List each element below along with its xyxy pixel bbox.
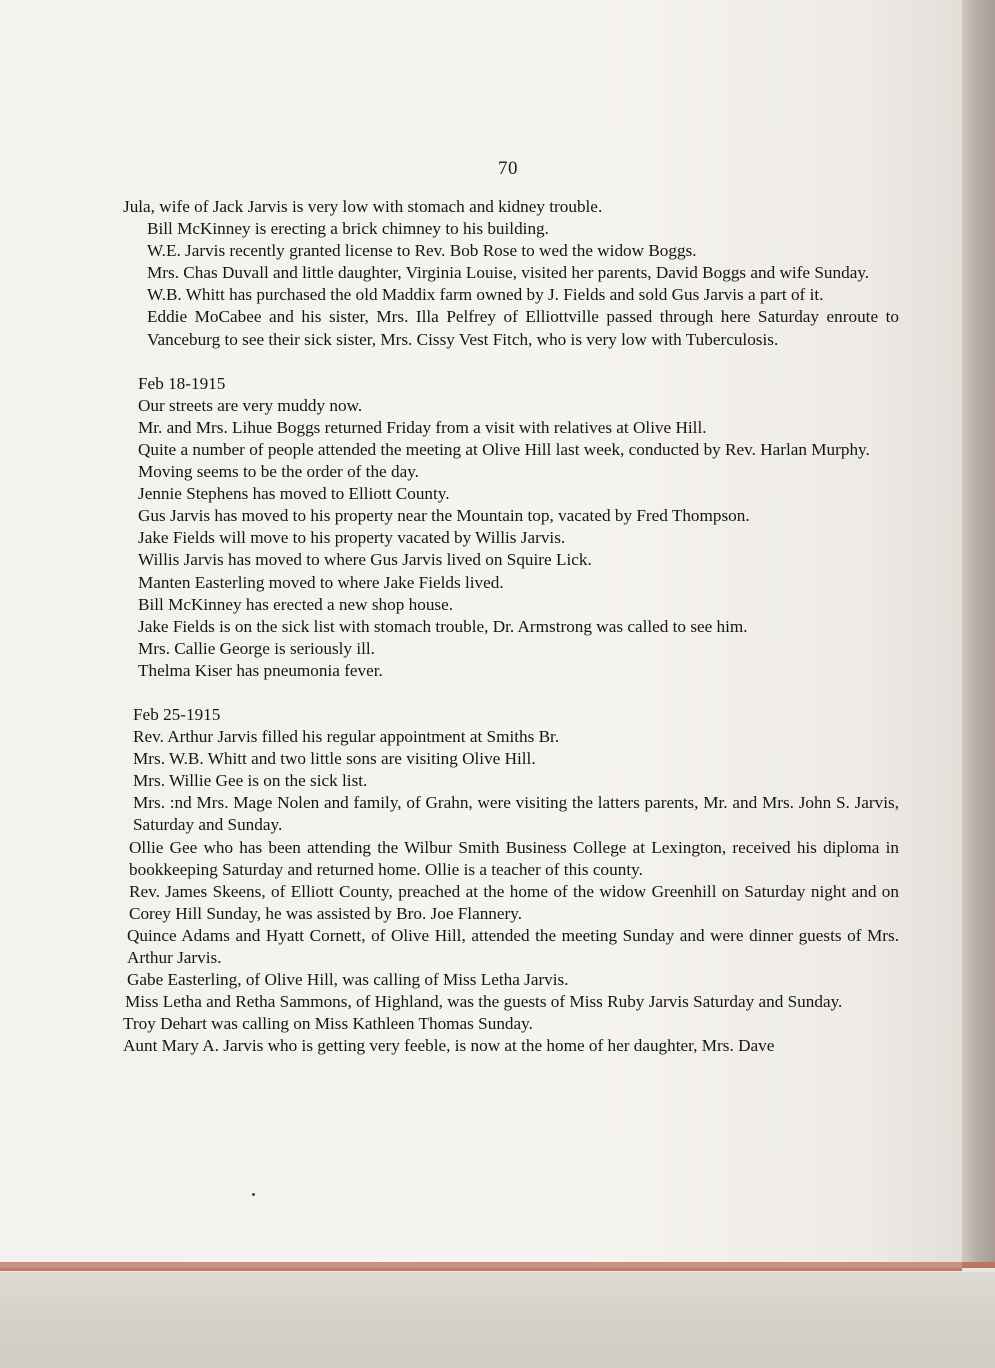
- news-item: Mrs. :nd Mrs. Mage Nolen and family, of Grahn, were visiting the latters parents, Mr. and Mrs. John S. Jarvis, Saturday and Sunday.: [133, 793, 899, 835]
- news-item: Mrs. Willie Gee is on the sick list.: [133, 771, 368, 791]
- news-item: Bill McKinney is erecting a brick chimney to his building.: [147, 219, 549, 239]
- page-number: 70: [498, 158, 518, 179]
- news-item: Rev. Arthur Jarvis filled his regular appointment at Smiths Br.: [133, 727, 560, 747]
- news-item: Miss Letha and Retha Sammons, of Highland, was the guests of Miss Ruby Jarvis Saturday and Sunday.: [125, 992, 843, 1012]
- news-item: Troy Dehart was calling on Miss Kathleen Thomas Sunday.: [123, 1014, 533, 1034]
- news-item: Mrs. W.B. Whitt and two little sons are visiting Olive Hill.: [133, 749, 536, 769]
- news-item: W.B. Whitt has purchased the old Maddix farm owned by J. Fields and sold Gus Jarvis a part of it.: [147, 285, 824, 305]
- scanner-bed-strip: [0, 1272, 995, 1368]
- news-item: Jula, wife of Jack Jarvis is very low with stomach and kidney trouble.: [123, 197, 603, 216]
- book-spine-edge: [962, 0, 995, 1268]
- news-item: Jennie Stephens has moved to Elliott County.: [138, 484, 450, 504]
- news-item: W.E. Jarvis recently granted license to Rev. Bob Rose to wed the widow Boggs.: [147, 241, 697, 261]
- news-item: Ollie Gee who has been attending the Wilbur Smith Business College at Lexington, received his diploma in bookkeeping Saturday and returned home. Ollie is a teacher of this county.: [129, 837, 899, 879]
- news-item: Manten Easterling moved to where Jake Fields lived.: [138, 572, 504, 592]
- section-date-feb25: Feb 25-1915: [133, 704, 221, 724]
- news-item: Quince Adams and Hyatt Cornett, of Olive Hill, attended the meeting Sunday and were dinner guests of Mrs. Arthur Jarvis.: [127, 925, 899, 967]
- news-item: Gus Jarvis has moved to his property near the Mountain top, vacated by Fred Thompson.: [138, 506, 750, 526]
- news-item: Rev. James Skeens, of Elliott County, preached at the home of the widow Greenhill on Saturday night and on Corey Hill Sunday, he was assisted by Bro. Joe Flannery.: [129, 881, 899, 923]
- news-item: Jake Fields will move to his property vacated by Willis Jarvis.: [138, 528, 566, 548]
- stray-mark: [252, 1193, 255, 1196]
- news-item: Aunt Mary A. Jarvis who is getting very feeble, is now at the home of her daughter, Mrs. Dave: [123, 1036, 775, 1056]
- news-item: Mr. and Mrs. Lihue Boggs returned Friday from a visit with relatives at Olive Hill.: [138, 417, 707, 437]
- news-item: Gabe Easterling, of Olive Hill, was calling of Miss Letha Jarvis.: [127, 970, 569, 990]
- news-item: Mrs. Callie George is seriously ill.: [138, 638, 375, 658]
- news-item: Moving seems to be the order of the day.: [138, 462, 419, 482]
- page-body-text: [123, 196, 899, 1057]
- news-item: Quite a number of people attended the meeting at Olive Hill last week, conducted by Rev. Harlan Murphy.: [138, 439, 870, 459]
- news-item: Bill McKinney has erected a new shop house.: [138, 594, 454, 614]
- news-item: Willis Jarvis has moved to where Gus Jarvis lived on Squire Lick.: [138, 550, 592, 570]
- news-item: Eddie MoCabee and his sister, Mrs. Illa Pelfrey of Elliottville passed through here Saturday enroute to Vanceburg to see their sick sister, Mrs. Cissy Vest Fitch, who is very low with Tuberculosis.: [147, 307, 899, 349]
- news-item: Mrs. Chas Duvall and little daughter, Virginia Louise, visited her parents, David Boggs and wife Sunday.: [147, 263, 870, 283]
- news-item: Our streets are very muddy now.: [138, 395, 363, 415]
- section-date-feb18: Feb 18-1915: [138, 373, 226, 393]
- news-item: Jake Fields is on the sick list with stomach trouble, Dr. Armstrong was called to see him.: [138, 616, 748, 636]
- news-item: Thelma Kiser has pneumonia fever.: [138, 660, 383, 680]
